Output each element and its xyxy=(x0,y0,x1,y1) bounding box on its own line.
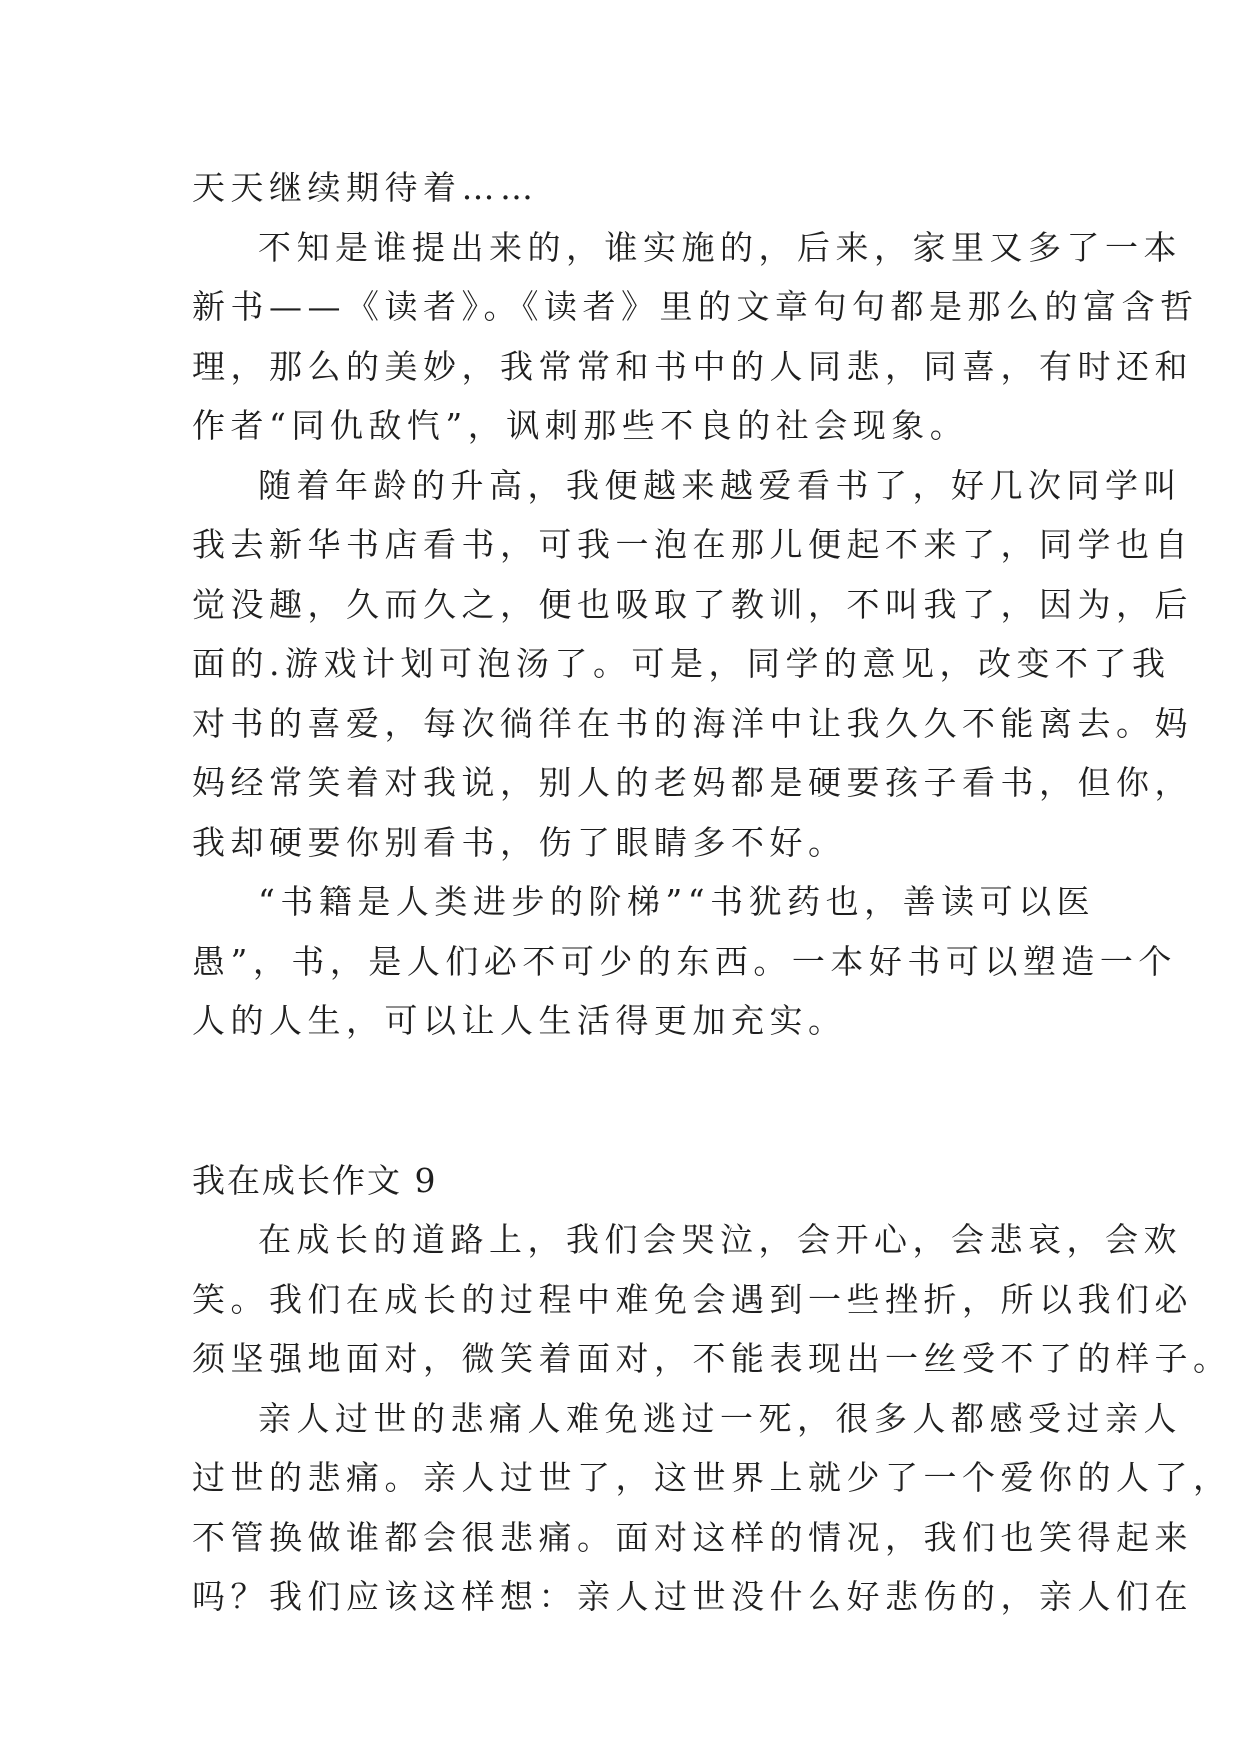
text-line: 人的人生，可以让人生活得更加充实。 xyxy=(192,1001,847,1040)
text-line: 觉没趣，久而久之，便也吸取了教训，不叫我了，因为，后 xyxy=(192,584,1193,624)
text-line: 随着年龄的升高，我便越来越爱看书了，好几次同学叫 xyxy=(258,465,1182,505)
text-line: 我却硬要你别看书，伤了眼睛多不好。 xyxy=(192,822,847,862)
text-line: 理，那么的美妙，我常常和书中的人同悲，同喜，有时还和 xyxy=(192,346,1193,386)
text-line: 作者“同仇敌忾”，讽刺那些不良的社会现象。 xyxy=(192,406,969,445)
text-line: 对书的喜爱，每次徜徉在书的海洋中让我久久不能离去。妈 xyxy=(192,703,1193,743)
paragraph xyxy=(192,456,1193,873)
text-line: 我去新华书店看书，可我一泡在那儿便起不来了，同学也自 xyxy=(192,525,1193,564)
text-line: 笑。我们在成长的过程中难免会遇到一些挫折，所以我们必 xyxy=(192,1279,1193,1319)
text-line: 天天继续期待着…… xyxy=(192,168,539,207)
text-line: 吗？我们应该这样想：亲人过世没什么好悲伤的，亲人们在 xyxy=(192,1577,1193,1616)
text-line: “书籍是人类进步的阶梯”“书犹药也，善读可以医 xyxy=(258,882,1096,921)
text-line: 在成长的道路上，我们会哭泣，会开心，会悲哀，会欢 xyxy=(258,1220,1182,1259)
text-line: 面的.游戏计划可泡汤了。可是，同学的意见，改变不了我 xyxy=(192,644,1171,683)
paragraph xyxy=(192,1210,1232,1389)
paragraph xyxy=(192,1389,1232,1627)
document-page xyxy=(192,158,1232,1627)
section-title: 我在成长作文 9 xyxy=(192,1160,438,1200)
paragraph xyxy=(192,872,1177,1051)
paragraph xyxy=(192,218,1199,456)
text-line: 不知是谁提出来的，谁实施的，后来，家里又多了一本 xyxy=(258,227,1182,267)
text-line: 亲人过世的悲痛人难免逃过一死，很多人都感受过亲人 xyxy=(258,1398,1182,1438)
text-line: 妈经常笑着对我说，别人的老妈都是硬要孩子看书，但你， xyxy=(192,763,1193,802)
text-line: 不管换做谁都会很悲痛。面对这样的情况，我们也笑得起来 xyxy=(192,1517,1193,1557)
section-spacer xyxy=(192,1051,1052,1151)
text-line: 须坚强地面对，微笑着面对，不能表现出一丝受不了的样子。 xyxy=(192,1339,1232,1378)
text-line: 愚”，书，是人们必不可少的东西。一本好书可以塑造一个 xyxy=(192,941,1177,981)
text-line: 过世的悲痛。亲人过世了，这世界上就少了一个爱你的人了， xyxy=(192,1458,1232,1497)
text-line: 新书——《读者》。《读者》里的文章句句都是那么的富含哲 xyxy=(192,287,1199,326)
